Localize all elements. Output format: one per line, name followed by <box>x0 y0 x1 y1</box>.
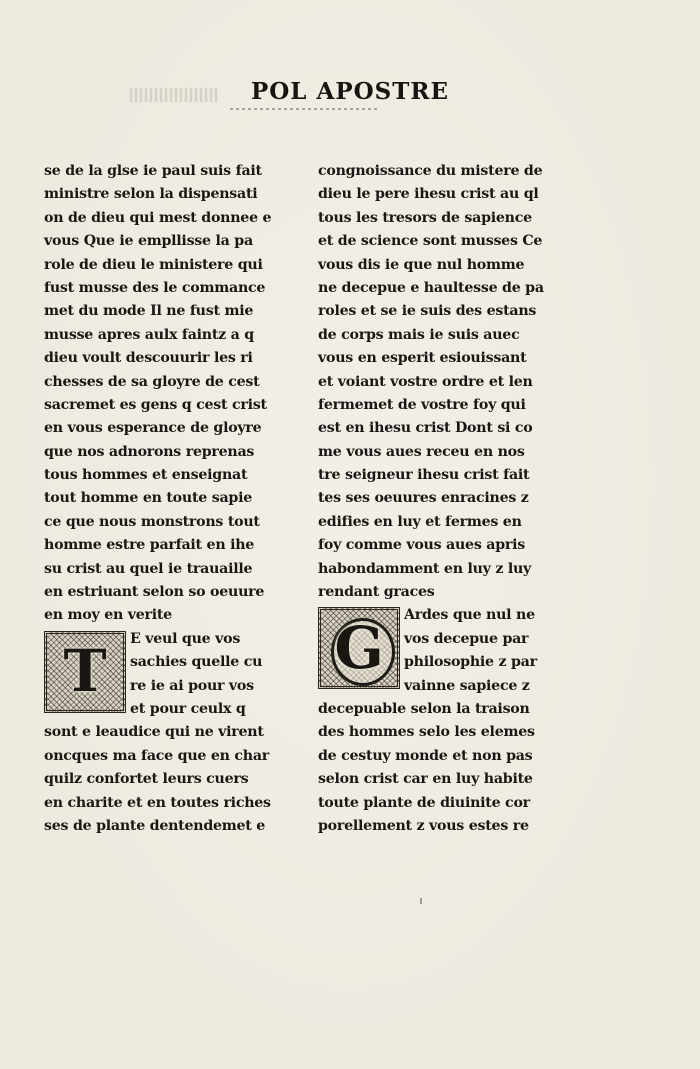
text-line: role de dieu le ministere qui <box>44 256 263 273</box>
text-line: dieu le pere ihesu crist au ql <box>318 186 539 203</box>
right-initial-block <box>318 604 554 838</box>
text-line: congnoissance du mistere de <box>318 163 543 179</box>
text-line: edifies en luy et fermes en <box>318 513 522 530</box>
text-line: vainne sapiece z <box>404 677 530 694</box>
right-column-lines-before-initial <box>318 160 554 604</box>
text-line: est en ihesu crist Dont si co <box>318 420 533 437</box>
head-rule <box>230 108 380 110</box>
left-initial-block <box>44 628 276 839</box>
text-line: se de la glse ie paul suis fait <box>44 163 262 179</box>
text-line: quilz confortet leurs cuers <box>44 771 249 788</box>
text-line: philosophie z par <box>404 654 537 671</box>
left-column <box>44 160 276 838</box>
text-line: fermemet de vostre foy qui <box>318 396 526 413</box>
text-line: de corps mais ie suis auec <box>318 326 520 343</box>
text-line: porellement z vous estes re <box>318 817 529 834</box>
text-line: ministre selon la dispensati <box>44 186 258 203</box>
text-line: habondamment en luy z luy <box>318 560 532 577</box>
text-line: on de dieu qui mest donnee e <box>44 209 272 226</box>
text-line: vous dis ie que nul homme <box>318 256 525 273</box>
text-line: selon crist car en luy habite <box>318 771 533 788</box>
text-line: et pour ceulx q <box>130 700 246 717</box>
text-line: sont e leaudice qui ne virent <box>44 724 264 741</box>
text-line: tre seigneur ihesu crist fait <box>318 467 530 484</box>
decorated-initial-t <box>44 631 126 713</box>
text-line: met du mode Il ne fust mie <box>44 303 254 320</box>
text-line: vos decepue par <box>404 630 529 647</box>
text-line: en charite et en toutes riches <box>44 794 271 811</box>
text-line: tes ses oeuures enracines z <box>318 490 529 507</box>
text-line: et voiant vostre ordre et len <box>318 373 533 390</box>
initial-letter-g: G <box>334 613 384 682</box>
text-line: musse apres aulx faintz a q <box>44 326 254 343</box>
text-line: tous hommes et enseignat <box>44 467 248 484</box>
right-column <box>318 160 554 838</box>
text-line: re ie ai pour vos <box>130 677 254 694</box>
text-line: sachies quelle cu <box>130 654 263 671</box>
text-line: roles et se ie suis des estans <box>318 303 537 320</box>
text-line: en estriuant selon so oeuure <box>44 584 265 601</box>
left-column-lines-before-initial <box>44 160 276 628</box>
text-line: rendant graces <box>318 584 435 601</box>
text-line: toute plante de diuinite cor <box>318 794 530 811</box>
text-line: decepuable selon la traison <box>318 700 530 717</box>
decorated-initial-g <box>318 607 400 689</box>
text-line: ce que nous monstrons tout <box>44 513 260 530</box>
text-line: sacremet es gens q cest crist <box>44 396 267 413</box>
text-line: homme estre parfait en ihe <box>44 537 255 554</box>
text-line: des hommes selo les elemes <box>318 724 535 741</box>
text-line: Ardes que nul ne <box>404 607 535 624</box>
text-line: ses de plante dentendemet e <box>44 817 266 834</box>
text-line: E veul que vos <box>130 630 241 647</box>
text-line: oncques ma face que en char <box>44 747 270 764</box>
text-line: foy comme vous aues apris <box>318 537 525 554</box>
text-line: dieu voult descouurir les ri <box>44 350 253 367</box>
text-line: en moy en verite <box>44 607 172 624</box>
text-line: que nos adnorons reprenas <box>44 443 255 460</box>
text-line: tous les tresors de sapience <box>318 209 532 226</box>
text-line: fust musse des le commance <box>44 279 266 296</box>
text-line: en vous esperance de gloyre <box>44 420 262 437</box>
text-line: vous en esperit esiouissant <box>318 350 527 367</box>
running-head: POL APOSTRE <box>250 78 450 105</box>
text-line: tout homme en toute sapie <box>44 490 252 507</box>
text-line: me vous aues receu en nos <box>318 443 525 460</box>
text-line: su crist au quel ie trauaille <box>44 560 253 577</box>
text-line: ne decepue e haultesse de pa <box>318 279 544 296</box>
text-line: vous Que ie empllisse la pa <box>44 233 253 250</box>
text-line: et de science sont musses Ce <box>318 233 543 250</box>
initial-letter-t: T <box>63 637 107 706</box>
text-line: de cestuy monde et non pas <box>318 747 533 764</box>
text-line: chesses de sa gloyre de cest <box>44 373 260 390</box>
paper-speck <box>420 898 422 904</box>
